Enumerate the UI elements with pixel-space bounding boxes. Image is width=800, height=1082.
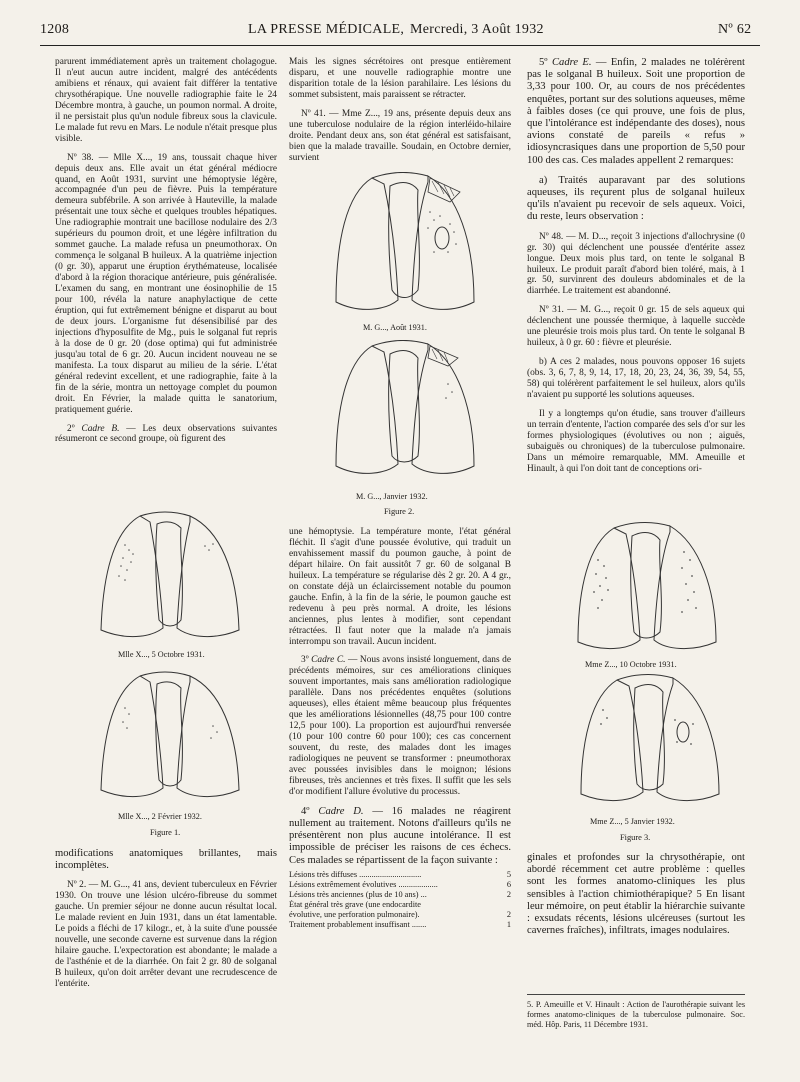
paragraph: modifications anatomiques brillantes, mais incomplètes. (55, 848, 277, 872)
paragraph-obs-38: Nº 38. — Mlle X..., 19 ans, toussait chaque hiver depuis deux ans. Elle avait un état général médiocre quand, en Août 1931, survint une hémoptysie légère, accompagnée d'un peu de fièvre. Puis la température demeura subfébrile. A son arrivée à Hauteville, la malade présentait une toux sèche et quelques troubles hépatiques. Une radiographie montrait une bacillose nodulaire des 2/3 supérieurs du poumon droit, et une légère infiltration du sommet gauche. La malade refusa un pneumothorax. On commença le solganal B huileux. A la quatrième injection (0 gr. 30), apparut une éruption érythémateuse, localisée d'abord à la région thoracique antérieure, puis généralisée. L'examen du sang, en montrant une éosinophilie de 15 pour 100, révéla la nature anaphylactique de cette éruption, qui fut extrêmement bénigne et disparut au bout de deux jours. L'organisme fut désensibilisé par des injections d'hyposulfite de Mg., puis le solganal fut repris à la dose de 0 gr. 20 (dose optima) qui fut administrée jusqu'au total de 6 gr. 20. Aucun incident nouveau ne se manifesta. La toux disparut au milieu de la série. L'état général redevint excellent, et une radiographie, faite à la fin de la série, montra un nettoyage complet du poumon droit. En Février, la malade quitta le sanatorium, pratiquement guérie. (55, 152, 277, 415)
footnote-rule (527, 994, 745, 995)
figure-3-top-radiograph (572, 520, 722, 660)
column-2-top (289, 57, 511, 164)
paragraph: Mais les signes sécrétoires ont presque entièrement disparu, et une nouvelle radiographie montre une disparition totale de la lésion parahilaire. Les lésions du sommet subsistent, mais paraissent se rétracter. (289, 57, 511, 100)
paragraph: parurent immédiatement après un traitement cholagogue. Il n'eut aucun autre incident, malgré des antécédents amibiens et rénaux, qui avaient fait différer la tentative chrysothérapique. Une nouvelle radiographie faite le 24 Décembre montra, à gauche, un poumon normal. A droite, il ne persistait plus qu'un nodule fibreux sous la clavicule. Le malade fut revu en Mars. Le nodule n'était presque plus visible. (55, 57, 277, 144)
figure-3-top-caption: Mme Z..., 10 Octobre 1931. (585, 660, 677, 669)
column-3-top (527, 57, 745, 475)
paragraph-cadre-c: 3º Cadre C. — Nous avons insisté longuement, dans de précédents mémoires, sur ces améliorations cliniques souvent importantes, mais sans amélioration radiologique parallèle. Dans nos précédentes enquêtes (solutions aqueuses), elles étaient même beaucoup plus fréquentes que les améliorations lésionnelles (48,75 pour 100 contre 12,5 pour 100). La proportion est aujourd'hui renversée (10 pour 100 contre 60 pour 100); ces cas concernent souvent, du reste, des malades dont les images radiologiques ne peuvent se transformer : pneumothorax avec poussées invisibles dans le moignon; lésions fibreuses, très anciennes et très fixes. Il suffit que les sels d'or modifient l'allure évolutive du processus. (289, 655, 511, 797)
page-number: 1208 (40, 22, 70, 37)
paragraph-obs-48: Nº 48. — M. D..., reçoit 3 injections d'allochrysine (0 gr. 30) qui déclenchent une poussée d'entérite assez longue. Deux mois plus tard, on tente le solganal B huileux. Le produit paraît d'abord bien toléré, mais, à 1 gr. 50, survinrent des douleurs abdominales et de la diarrhée. Le traitement est abandonné. (527, 231, 745, 297)
figure-3-bottom-caption: Mme Z..., 5 Janvier 1932. (590, 817, 675, 826)
paragraph-obs-2: Nº 2. — M. G..., 41 ans, devient tuberculeux en Février 1930. On trouve une lésion ulcéro-fibreuse du sommet gauche. Un premier séjour ne donne aucun résultat local. Le malade revient en Juin 1931, dans un état lamentable. Le poids a fléchi de 17 kilogr., et, à la suite d'une poussée nouvelle, une seconde caverne est survenue dans la région hilaire gauche. L'expectoration est abondante; le malade a de l'asthénie et de la diarrhée. On fait 2 gr. 80 de solganal B huileux, qu'on doit arrêter devant une recrudescence de l'entérite. (55, 880, 277, 989)
paragraph: une hémoptysie. La température monte, l'état général fléchit. Il s'agit d'une poussée évolutive, qui traduit un envahissement massif du poumon gauche, à point de départ hilaire. On fait aussitôt 7 gr. 60 de solganal B huileux. La température se régularise dès 2 gr. 20. A 4 gr., on constate déjà un éclaircissement notable du poumon gauche. Enfin, à la fin de la série, le poumon gauche est redevenu à peu près normal. A droite, les lésions anciennes, plus lentes à modifier, sont cependant rétractées. Il faut noter que la malade n'a jamais interrompu son travail. Aucun incident. (289, 527, 511, 647)
table-row: Lésions très diffuses .............................. 5 (289, 869, 511, 879)
issue-date: Mercredi, 3 Août 1932 (410, 22, 544, 37)
table-row: Lésions très anciennes (plus de 10 ans) ... 2 (289, 889, 511, 899)
paragraph-remark-b: b) A ces 2 malades, nous pouvons opposer 16 sujets (obs. 3, 6, 7, 8, 9, 14, 17, 18, 20, 23, 24, 36, 39, 54, 55, 58) qui tolérèrent parfaitement le sel huileux, alors qu'ils n'avaient pu supporté les solutions aqueuses. (527, 357, 745, 401)
figure-3-label: Figure 3. (620, 833, 651, 842)
column-1-bottom (55, 848, 277, 990)
figure-3-bottom-radiograph (575, 672, 725, 812)
lesion-table (289, 870, 511, 930)
column-2-bottom (289, 527, 511, 930)
paragraph-remark-a: a) Traités auparavant par des solutions aqueuses, ils reçurent plus de solganal huileux qu'ils n'avaient pu recevoir de sels aqueux. Voici, du reste, leurs observation : (527, 174, 745, 223)
figure-1-label: Figure 1. (150, 828, 181, 837)
header-rule (40, 45, 760, 46)
table-row: évolutive, une perforation pulmonaire). 2 (289, 909, 511, 919)
figure-2-bottom-caption: M. G..., Janvier 1932. (356, 492, 428, 501)
figure-1-top-caption: Mlle X..., 5 Octobre 1931. (118, 650, 205, 659)
paragraph-cadre-b: 2º Cadre B. — Les deux observations suivantes résumeront ce second groupe, où figurent des (55, 423, 277, 445)
column-3-bottom (527, 852, 745, 937)
paragraph-cadre-d: 4º Cadre D. — 16 malades ne réagirent nullement au traitement. Notons d'ailleurs qu'ils ne présentèrent non plus aucune intolérance. Il est impossible de préciser les raisons de ces échecs. Ces malades se répartissent de la façon suivante : (289, 805, 511, 866)
figure-1-top-radiograph (95, 510, 245, 650)
figure-1-bottom-radiograph (95, 670, 245, 810)
table-row: Traitement probablement insuffisant ....... 1 (289, 919, 511, 929)
table-row: État général très grave (une endocardite (289, 899, 421, 909)
table-row: Lésions extrêmement évolutives ................... 6 (289, 879, 511, 889)
column-1-top (55, 57, 277, 445)
journal-title: LA PRESSE MÉDICALE, (248, 22, 405, 37)
figure-2-label: Figure 2. (384, 507, 415, 516)
paragraph: ginales et profondes sur la chrysothérapie, ont abordé récemment cet autre problème : quelles sont les formes anatomo-cliniques les plus sensibles à l'action chimiothérapique? 5 En lisant leur mémoire, on peut établir la hiérarchie suivante : exsudats récents, lésions ulcéreuses (surtout les cavernes fraîches), infiltrats, images nodulaires. (527, 852, 745, 937)
figure-2-top-caption: M. G..., Août 1931. (363, 323, 427, 332)
paragraph-obs-41: Nº 41. — Mme Z..., 19 ans, présente depuis deux ans une tuberculose nodulaire de la région interléido-hilaire droite. Pendant deux ans, son état général est satisfaisant, bien que la malade travaille. Soudain, en Octobre dernier, survient (289, 108, 511, 163)
paragraph-cadre-e: 5º Cadre E. — Enfin, 2 malades ne tolérèrent pas le solganal B huileux. Soit une proportion de 3,33 pour 100. Or, au cours de nos précédentes enquêtes, portant sur des solutions aqueuses, même à faibles doses (ce qui prouve, une fois de plus, que l'intolérance est indépendante des doses), nous avions constaté de pareils « refus » idiosyncrasiques dans une proportion de 5,50 pour 100 des cas. Ces malades appellent 2 remarques: (527, 57, 745, 166)
figure-2-bottom-radiograph (330, 340, 480, 485)
issue-number: Nº 62 (718, 22, 752, 37)
figure-2-top-radiograph (330, 172, 480, 322)
footnote: 5. P. Ameuille et V. Hinault : Action de l'aurothérapie suivant les formes anatomo-cliniques de la tuberculose pulmonaire. Soc. méd. Hôp. Paris, 11 Décembre 1931. (527, 1000, 745, 1029)
paragraph: Il y a longtemps qu'on étudie, sans trouver d'ailleurs un terrain d'entente, l'action comparée des sels d'or sur les formes physiologiques (évolutives ou non ; aiguës, subaiguës ou chroniques) de la tuberculose pulmonaire. Dans un mémoire remarquable, MM. Ameuille et Hinault, à qui l'on doit tant de conceptions ori- (527, 408, 745, 474)
paragraph-obs-31: Nº 31. — M. G..., reçoit 0 gr. 15 de sels aqueux qui déclenchent une poussée thermique, à laquelle succède une pleurésie trois mois plus tard. On tente le solganal B huileux, à 0 gr. 60 : fièvre et pleurésie. (527, 305, 745, 349)
figure-1-bottom-caption: Mlle X..., 2 Février 1932. (118, 812, 202, 821)
